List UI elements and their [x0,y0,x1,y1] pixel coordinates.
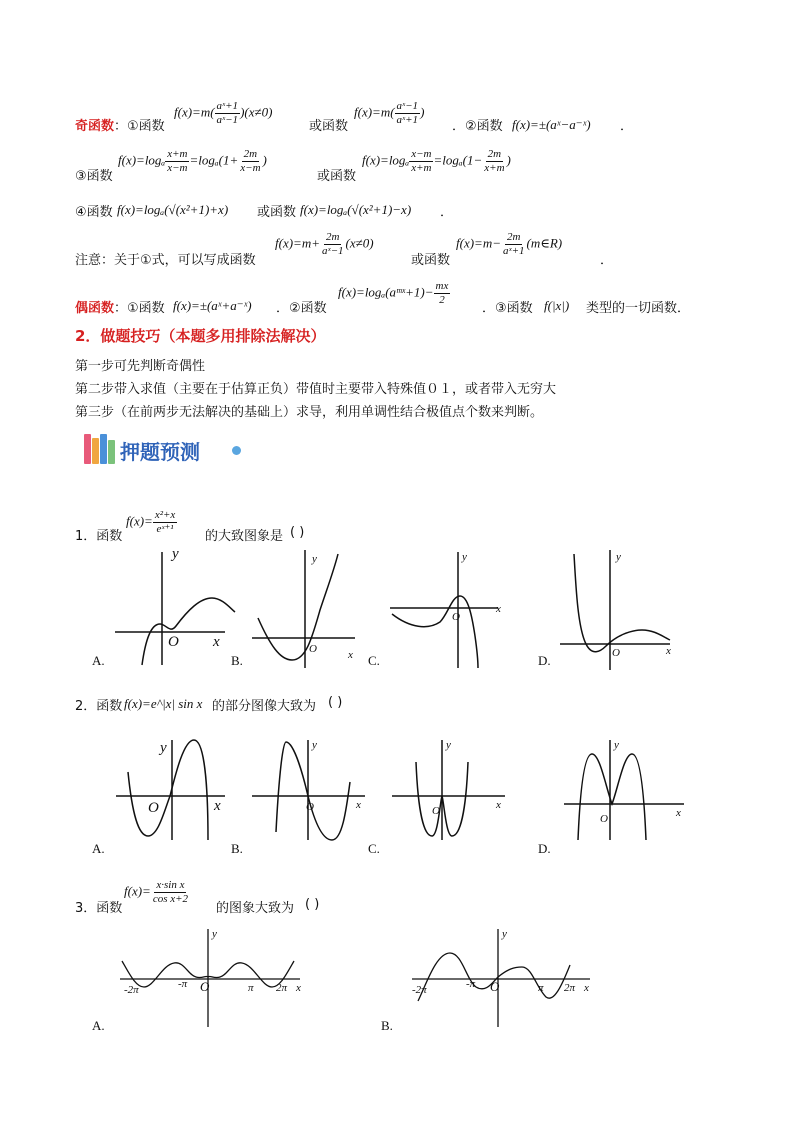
prediction-badge [84,432,244,468]
q2-b-curve-left [276,742,286,832]
q3-tail: 的图象大致为 [216,901,295,916]
text: ． [440,205,454,220]
q1-b-origin: O [309,643,317,655]
formula-even-1: f(x)=±(aˣ+a⁻ˣ) [173,298,252,313]
q2-tail: 的部分图像大致为 [212,699,317,714]
q2-graphs [80,732,720,844]
q1-d-y-label: y [616,551,621,563]
fraction [395,100,421,127]
text: ． [620,119,634,134]
fraction [151,879,190,906]
formula-even-2 [338,280,450,307]
q3-lead: 3．函数 [75,901,123,916]
fraction [434,280,451,307]
q3-a-tick-neg2pi: -2π [124,984,139,996]
q2-b-x-label: x [356,799,361,811]
q3-b-origin: O [490,979,500,994]
q3-formula [124,879,190,906]
q2-b-y-label: y [312,739,317,751]
q1-a-x-label: x [213,634,220,650]
q1-d-x-label: x [666,645,671,657]
denominator: x−m [240,162,261,174]
step-2: 第二步带入求值（主要在于估算正负）带值时主要带入特殊值０１，或者带入无穷大 [75,382,557,397]
q1-lead: 1．函数 [75,529,123,544]
denominator: eˣ⁺¹ [156,523,174,535]
denominator: x+m [484,162,505,174]
q1-option-a[interactable]: A. [92,653,105,668]
formula-part: =logₐ(1+ [189,152,239,168]
q3-b-tick-pi: π [538,982,544,994]
odd-line-1 [75,118,165,136]
numerator: aˣ+1 [216,100,239,112]
formula-part: f(x)=m( [174,104,215,120]
text: ③函数 [75,169,113,184]
fraction [215,100,241,127]
formula-part: f(x)= [126,513,153,529]
q1-option-c[interactable]: C. [368,653,380,668]
q2-a-y-label: y [160,740,167,756]
numerator: aˣ−1 [396,100,419,112]
q1-graphs [80,540,720,675]
formula-odd-4a: f(x)=logₐ(√(x²+1)+x) [117,202,229,217]
q2-d-curve [578,754,646,840]
q3-a-tick-pi: π [248,982,254,994]
answer-paren: ( ) [328,695,343,710]
fraction [482,148,506,175]
q1-d-curve [574,554,670,652]
text: ．③函数 [482,301,533,316]
books-icon [84,432,114,464]
numerator: mx [435,280,449,292]
q2-a-curve [128,740,208,840]
q3-b-tick-neg2pi: -2π [412,984,427,996]
q3-a-tick-2pi: 2π [276,982,288,994]
q2-c-y-label: y [446,739,451,751]
numerator: 2m [243,148,258,160]
q3-a-tick-negpi: -π [178,978,188,990]
formula-odd-3b [362,148,511,175]
q1-c-origin: O [452,611,460,623]
denominator: aˣ−1 [321,245,344,257]
formula-part: f(x)= [124,883,151,899]
step-3: 第三步（在前两步无法解决的基础上）求导，利用单调性结合极值点个数来判断。 [75,405,544,420]
q1-c-y-label: y [462,551,467,563]
formula-part: (m∈R) [526,235,563,251]
even-line [75,300,165,318]
text: ：①函数 [114,301,165,316]
formula-note-1 [275,231,374,258]
q3-a-y-label: y [212,928,217,940]
q2-lead: 2．函数 [75,699,123,714]
numerator: x−m [411,148,432,160]
q1-a-origin: O [168,634,179,650]
numerator: 2m [487,148,502,160]
fraction [501,231,527,258]
formula-part: f(x)=m− [456,235,501,251]
q2-c-origin: O [432,805,440,817]
formula-odd-4b: f(x)=logₐ(√(x²+1)−x) [300,202,412,217]
numerator: x²+x [154,509,176,521]
q1-formula [126,509,177,536]
numerator: x+m [167,148,188,160]
q2-c-x-label: x [496,799,501,811]
formula-part: f(x)=logₐ(aᵐˣ+1)− [338,284,434,300]
denominator: 2 [439,294,445,306]
fraction [153,509,178,536]
q1-b-x-label: x [348,649,353,661]
numerator: 2m [507,231,521,243]
even-label: 偶函数 [75,301,115,316]
text-or: 或函数 [309,119,349,134]
denominator: x+m [411,162,432,174]
formula-part: f(x)=m( [354,104,395,120]
q2-a-x-label: x [214,798,221,814]
formula-odd-1a [174,100,272,127]
fraction [320,231,346,258]
formula-odd-3a [118,148,267,175]
fraction [165,148,189,175]
q2-b-origin: O [306,801,314,813]
text: ．②函数 [276,301,327,316]
q1-b-y-label: y [312,553,317,565]
formula-odd-1b [354,100,424,127]
dot-icon [232,446,241,455]
formula-odd-2: f(x)=±(aˣ−a⁻ˣ) [512,117,591,132]
denominator: aˣ−1 [216,114,239,126]
q3-option-a[interactable]: A. [92,1018,105,1033]
badge-label: 押题预测 [120,440,200,464]
q3-graphs [100,925,620,1035]
text: ． [600,253,614,268]
formula-part: )(x≠0) [240,104,273,120]
text-or: 或函数 [411,253,451,268]
q2-option-a[interactable]: A. [92,841,105,856]
section-2-title: 2．做题技巧（本题多用排除法解决） [75,327,326,345]
odd-label: 奇函数 [75,119,115,134]
q2-b-curve [286,742,350,840]
text: 类型的一切函数． [586,301,691,316]
text-or: 或函数 [257,205,297,220]
step-1: 第一步可先判断奇偶性 [75,359,206,374]
q1-option-b[interactable]: B. [231,653,243,668]
numerator: x·sin x [156,879,185,891]
text: ④函数 [75,205,113,220]
q1-c-x-label: x [496,603,501,615]
formula-part: (x≠0) [345,235,374,251]
formula-even-3: f(|x|) [544,298,570,313]
q3-b-tick-negpi: -π [466,978,476,990]
q3-a-origin: O [200,979,210,994]
q3-b-x-label: x [584,982,589,994]
numerator: 2m [326,231,340,243]
formula-part: f(x)=m+ [275,235,320,251]
q2-a-origin: O [148,800,159,816]
q1-option-d[interactable]: D. [538,653,551,668]
denominator: cos x+2 [152,893,189,905]
denominator: aˣ+1 [396,114,419,126]
q2-option-b[interactable]: B. [231,841,243,856]
fraction [409,148,433,175]
q1-b-curve [258,554,338,660]
formula-note-2 [456,231,562,258]
denominator: aˣ+1 [502,245,525,257]
q2-option-c[interactable]: C. [368,841,380,856]
q3-b-y-label: y [502,928,507,940]
q2-formula: f(x)=e^|x| sin x [124,696,203,711]
q2-d-x-label: x [676,807,681,819]
q3-b-tick-2pi: 2π [564,982,576,994]
formula-part: ) [262,152,267,168]
q3-a-x-label: x [296,982,301,994]
answer-paren: ( ) [290,525,305,540]
q1-tail: 的大致图象是 [205,529,284,544]
q1-a-y-label: y [172,546,179,562]
q1-c-curve [392,596,478,668]
formula-part: f(x)=logₐ [362,152,410,168]
fraction [238,148,262,175]
answer-paren: ( ) [305,897,320,912]
formula-part: =logₐ(1− [433,152,483,168]
q2-option-d[interactable]: D. [538,841,551,856]
text: ：①函数 [114,119,165,134]
formula-part: ) [420,104,425,120]
q2-d-origin: O [600,813,608,825]
text-or: 或函数 [317,169,357,184]
q1-d-origin: O [612,647,620,659]
note-text: 注意：关于①式，可以写成函数 [75,253,256,268]
denominator: x−m [167,162,188,174]
q3-option-b[interactable]: B. [381,1018,393,1033]
formula-part: ) [506,152,511,168]
text: ．②函数 [452,119,503,134]
q2-d-y-label: y [614,739,619,751]
formula-part: f(x)=logₐ [118,152,166,168]
